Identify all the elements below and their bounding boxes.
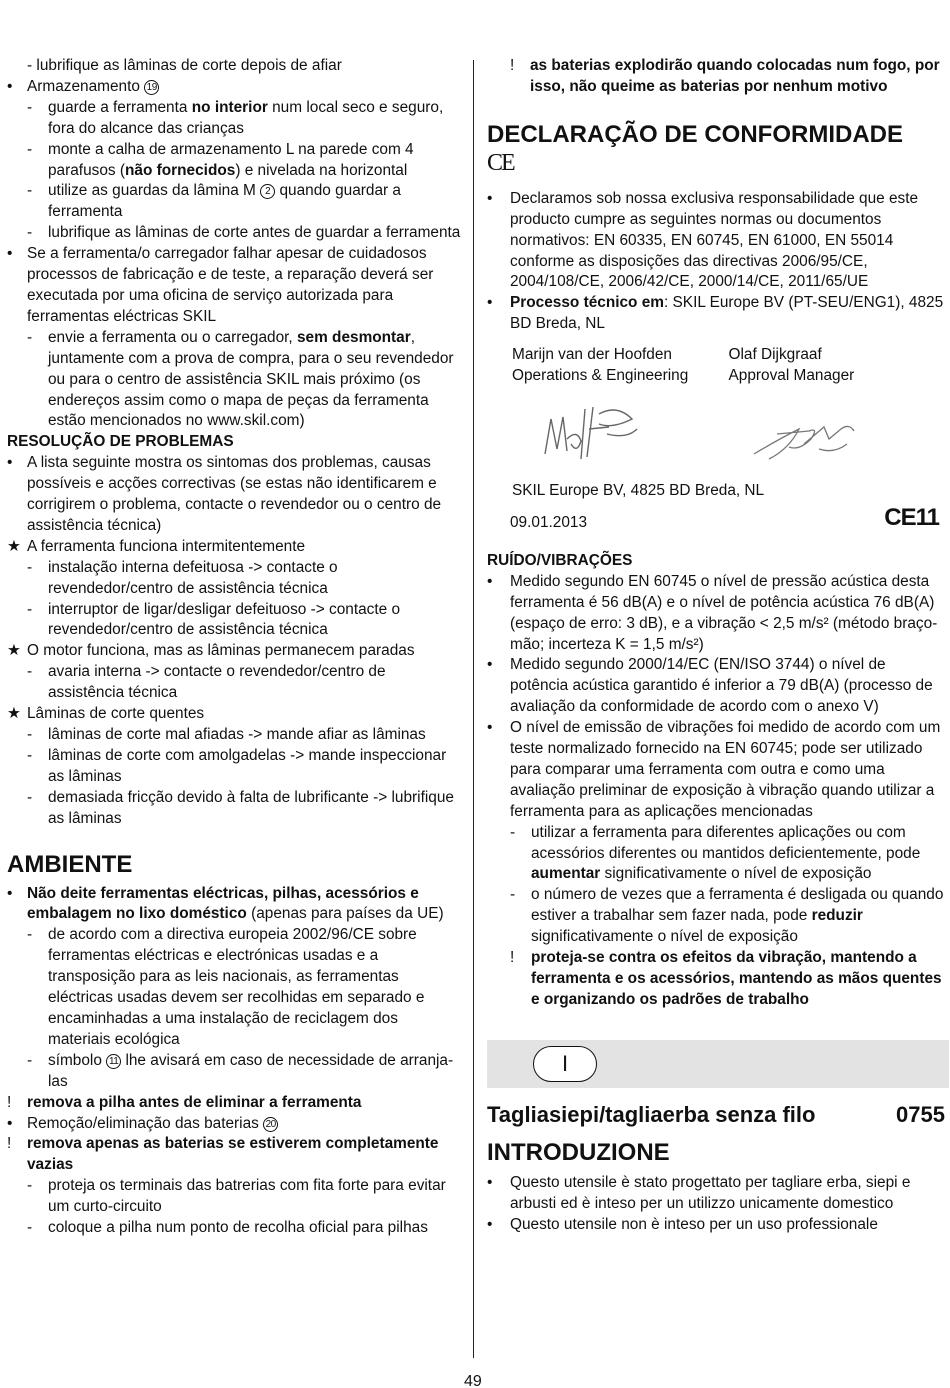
signature-image bbox=[729, 387, 946, 477]
warning-icon: ! bbox=[510, 57, 515, 74]
list-item: ! as baterias explodirão quando colocadas num fogo, por isso, não queime as baterias por nenhum motivo bbox=[510, 57, 940, 95]
list-item: - símbolo 11 lhe avisará em caso de necessidade de arranja-las bbox=[27, 1051, 454, 1090]
section-heading: AMBIENTE bbox=[7, 850, 133, 878]
list-item: - interruptor de ligar/desligar defeituoso -> contacte o revendedor/centro de assistência técnica bbox=[27, 600, 401, 639]
product-title: Tagliasiepi/tagliaerba senza filo 0755 bbox=[487, 1101, 945, 1127]
date-row bbox=[487, 503, 945, 543]
list-item: - avaria interna -> contacte o revendedor/centro de assistência técnica bbox=[27, 663, 386, 702]
list-item: • Medido segundo EN 60745 o nível de pressão acústica desta ferramenta é 56 dB(A) e o nível de potência acústica 76 dB(A) (espaço de erro: 3 dB), e a vibração < 2,5 m/s² (método braço-mão; incerteza K = 1,5 m/s²) bbox=[487, 572, 938, 653]
list-item: • Questo utensile è stato progettato per tagliare erba, siepi e arbusti ed è inteso per un utilizzo unicamente domestico bbox=[487, 1173, 911, 1212]
list-item: • Armazenamento 19 bbox=[7, 77, 462, 98]
right-column bbox=[487, 56, 945, 1236]
list-item: - envie a ferramenta ou o carregador, sem desmontar, juntamente com a prova de compra, para o seu revendedor ou para o centro de assistência SKIL mais próximo (os endereços assim como o mapa de peças da ferramenta estão mencionados no www.skil.com) bbox=[27, 328, 454, 430]
model-number: 0755 bbox=[896, 1101, 945, 1127]
list-item: ★ A ferramenta funciona intermitentemente bbox=[7, 537, 462, 558]
list-item: • Declaramos sob nossa exclusiva responsabilidade que este producto cumpre as seguintes normas ou documentos normativos: EN 60335, EN 60745, EN 61000, EN 55014 conforme as disposições das directivas 2006/95/CE, 2004/108/CE, 2006/42/CE, 2000/14/CE, 2011/65/UE bbox=[487, 189, 919, 291]
list-item: - lubrifique as lâminas de corte depois de afiar bbox=[27, 57, 342, 74]
list-item: • A lista seguinte mostra os sintomas dos problemas, causas possíveis e acções correctivas (se estas não identificarem e corrigirem o problema, contacte o revendedor ou o centro de assistência técnica) bbox=[7, 454, 442, 534]
warning-icon: ! bbox=[7, 1093, 12, 1111]
ce-mark-icon: CE11 bbox=[884, 503, 939, 531]
declaration-date: 09.01.2013 bbox=[510, 513, 588, 531]
star-icon: ★ bbox=[7, 642, 21, 660]
list-item: • O nível de emissão de vibrações foi medido de acordo com um teste normalizado fornecido na EN 60745; pode ser utilizado para comparar uma ferramenta com outra e como uma avaliação preliminar de exposição à vibração quando utilizar a ferramenta para as aplicações mencionadas bbox=[487, 719, 941, 820]
list-item: - instalação interna defeituosa -> contacte o revendedor/centro de assistência técnica bbox=[27, 558, 338, 597]
list-item: - o número de vezes que a ferramenta é desligada ou quando estiver a trabalhar sem fazer nada, pode reduzir significativamente o nível de exposição bbox=[510, 886, 944, 946]
list-item: • Se a ferramenta/o carregador falhar apesar de cuidadosos processos de fabricação e de teste, a reparação deverá ser executada por uma oficina de serviço autorizada para ferramentas eléctricas SKIL bbox=[7, 245, 434, 325]
list-item: - lâminas de corte mal afiadas -> mande afiar as lâminas bbox=[27, 726, 426, 743]
list-item: - de acordo com a directiva europeia 2002/96/CE sobre ferramentas eléctricas e electrónicas usadas e a transposição para as leis nacionais, as ferramentas eléctricas usadas devem ser recolhidas em separado e encaminhadas a uma instalação de reciclagem dos materiais ecológica bbox=[27, 926, 425, 1048]
list-item: • Questo utensile non è inteso per un uso professionale bbox=[487, 1215, 878, 1233]
language-bar bbox=[487, 1040, 949, 1088]
callout-number: 19 bbox=[144, 80, 159, 95]
list-item: ! remova a pilha antes de eliminar a ferramenta bbox=[7, 1093, 462, 1114]
signatories: Marijn van der Hoofden Operations & Engineering Olaf Dijkgraaf Approval Manager bbox=[512, 346, 855, 385]
list-item: • Remoção/eliminação das baterias 20 bbox=[7, 1114, 462, 1135]
language-badge: I bbox=[533, 1046, 597, 1082]
list-item: - utilizar a ferramenta para diferentes aplicações ou com acessórios diferentes ou mantidos deficientemente, pode aumentar significativamente o nível de exposição bbox=[510, 823, 921, 883]
section-heading: RESOLUÇÃO DE PROBLEMAS bbox=[7, 433, 234, 451]
list-item: • Não deite ferramentas eléctricas, pilhas, acessórios e embalagem no lixo doméstico (apenas para países da UE) bbox=[7, 884, 444, 923]
list-item: - coloque a pilha num ponto de recolha oficial para pilhas bbox=[27, 1219, 428, 1237]
list-item: - demasiada fricção devido à falta de lubrificante -> lubrifique as lâminas bbox=[27, 788, 454, 827]
list-item: - monte a calha de armazenamento L na parede com 4 parafusos (não fornecidos) e nivelada na horizontal bbox=[27, 140, 414, 179]
list-item: • Medido segundo 2000/14/EC (EN/ISO 3744) o nível de potência acústica garantido é inferior a 79 dB(A) (processo de avaliação da conformidade de acordo com o anexo V) bbox=[487, 656, 933, 716]
callout-number: 2 bbox=[260, 184, 275, 199]
list-item: - lâminas de corte com amolgadelas -> mande inspeccionar as lâminas bbox=[27, 746, 447, 785]
signature-images bbox=[487, 387, 945, 477]
warning-icon: ! bbox=[7, 1135, 12, 1153]
section-heading: INTRODUZIONE bbox=[487, 1138, 670, 1166]
section-heading: DECLARAÇÃO DE CONFORMIDADE bbox=[487, 120, 903, 148]
list-item: ★ O motor funciona, mas as lâminas permanecem paradas bbox=[7, 641, 462, 662]
list-item: - lubrifique as lâminas de corte antes de guardar a ferramenta bbox=[27, 224, 461, 242]
list-item: - guarde a ferramenta no interior num local seco e seguro, fora do alcance das crianças bbox=[27, 98, 444, 137]
list-item: - utilize as guardas da lâmina M 2 quando guardar a ferramenta bbox=[27, 182, 401, 221]
list-item: ! proteja-se contra os efeitos da vibração, mantendo a ferramenta e os acessórios, mantendo as mãos quentes e organizando os padrões de trabalho bbox=[510, 949, 942, 1008]
list-item: - proteja os terminais das batrerias com fita forte para evitar um curto-circuito bbox=[27, 1177, 446, 1216]
ce-mark-icon: CE bbox=[487, 149, 514, 176]
company-address: SKIL Europe BV, 4825 BD Breda, NL bbox=[512, 481, 765, 499]
list-item: ★ Lâminas de corte quentes bbox=[7, 704, 462, 725]
section-heading: RUÍDO/VIBRAÇÕES bbox=[487, 551, 633, 569]
left-column bbox=[7, 56, 462, 1239]
star-icon: ★ bbox=[7, 705, 21, 723]
callout-number: 11 bbox=[106, 1054, 121, 1069]
callout-number: 20 bbox=[263, 1117, 278, 1132]
warning-icon: ! bbox=[510, 949, 515, 967]
list-item: ! remova apenas as baterias se estiverem completamente vazias bbox=[7, 1135, 439, 1174]
star-icon: ★ bbox=[7, 537, 21, 555]
list-item: • Processo técnico em: SKIL Europe BV (PT-SEU/ENG1), 4825 BD Breda, NL bbox=[487, 294, 944, 333]
column-divider bbox=[473, 60, 474, 1358]
signature-image bbox=[512, 387, 729, 477]
